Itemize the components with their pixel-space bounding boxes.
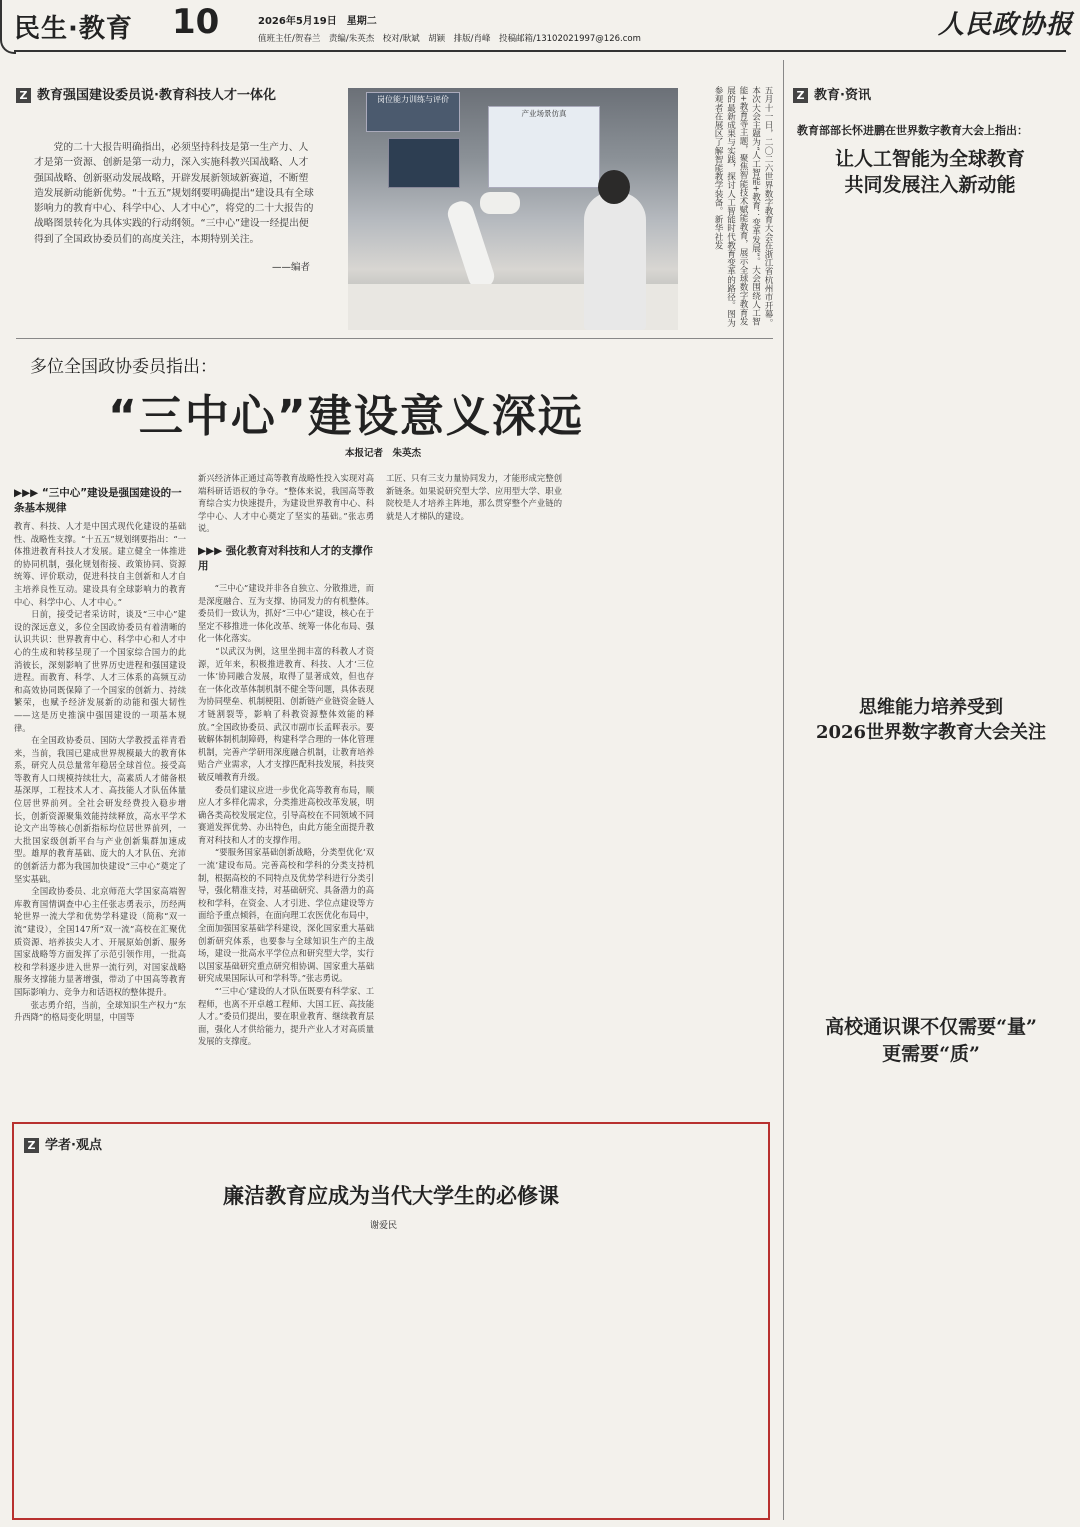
right-article3-col1 xyxy=(797,1078,929,1518)
left-top-signoff: ——编者 xyxy=(272,262,311,273)
header-editors: 值班主任/贺春兰 责编/朱英杰 校对/耿斌 胡颖 排版/肖峰 投稿邮箱/13102021997@126.com xyxy=(258,34,641,44)
right-section-tag-z: Z xyxy=(793,88,808,103)
main-byline: 本报记者 朱英杰 xyxy=(345,448,422,459)
header-page-no: 10 xyxy=(172,2,220,42)
col4-body xyxy=(574,472,770,1112)
col2-body-a: 新兴经济体正通过高等教育战略性投入实现对高端科研话语权的争夺。“整体来说，我国高等教育综合实力快速提升，为建设世界教育中心、科学中心、人才中心奠定了坚实的基础。”张志勇说。 xyxy=(198,473,374,534)
right-article1-col1 xyxy=(797,208,929,662)
left-top-intro: 党的二十大报告明确指出，必须坚持科技是第一生产力、人才是第一资源、创新是第一动力，深入实施科教兴国战略、人才强国战略、创新驱动发展战略，开辟发展新领域新赛道，不断塑造发展新动能新优势。“十五五”规划纲要明确提出“建设具有全球影响力的教育中心、科学中心、人才中心”，将党的二十大报告的战略图景转化为具体实践的行动纲领。“三中心”建设一经提出便得到了全国政协委员们的高度关注，本期特别关注。 xyxy=(34,142,314,245)
section-tag-z: Z xyxy=(16,88,31,103)
masthead-logo: 人民政协报 xyxy=(938,10,1074,40)
right-article2-col1 xyxy=(797,746,929,1006)
left-top-divider xyxy=(16,338,773,339)
photo-screen-3 xyxy=(388,138,460,188)
header-curve xyxy=(0,0,16,54)
opinion-col1 xyxy=(22,1246,192,1508)
photo-screen-2 xyxy=(488,106,600,188)
right-article3-headline: 高校通识课不仅需要“量” 更需要“质” xyxy=(825,1016,1037,1065)
opinion-tag-z: Z xyxy=(24,1138,39,1153)
header-date: 2026年5月19日 星期二 xyxy=(258,16,377,27)
col3-body: 工匠、只有三支力量协同发力，才能形成完整创新链条。如果说研究型大学、应用型大学、职业院校是人才培养主阵地，那么贯穿整个产业链的就是人才梯队的建设。 xyxy=(386,473,562,521)
right-article1-kicker: 教育部部长怀进鹏在世界数字教育大会上指出： xyxy=(797,124,1028,137)
photo-person-head xyxy=(598,170,630,204)
right-article1-headline: 让人工智能为全球教育 共同发展注入新动能 xyxy=(834,148,1025,196)
photo-screen-label-2: 产业场景仿真 xyxy=(521,109,567,118)
opinion-headline: 廉洁教育应成为当代大学生的必修课 xyxy=(223,1184,559,1208)
col1-subhead: ▶▶▶ “三中心”建设是强国建设的一条基本规律 xyxy=(14,487,182,514)
main-headline: “三中心”建设意义深远 xyxy=(108,391,584,442)
opinion-section-title: Z 学者·观点 xyxy=(24,1134,102,1153)
photo-robot-head xyxy=(480,192,520,214)
right-article1-col2 xyxy=(936,208,1066,662)
opinion-col2 xyxy=(200,1246,370,1508)
robot-exhibit-photo xyxy=(348,88,678,330)
left-top-title xyxy=(16,84,276,103)
photo-screen-label-1: 岗位能力训练与评价 xyxy=(377,95,449,104)
right-article2-col2 xyxy=(936,746,1066,1006)
opinion-col3 xyxy=(378,1246,558,1508)
col2-body-b: “三中心”建设并非各自独立、分散推进，而是深度融合、互为支撑、协同发力的有机整体。委员们一致认为，抓好“三中心”建设，核心在于坚定不移推进一体化改革、统筹一体化布局、强化一体化落实。 “以武汉为例，这里坐拥丰富的科教人才资源，近年来，积极推进教育、科技、人才‘三位一体’协同融合发展，取得了显著成效，但也存在一体化改革体制机制不健全等问题，具体表现为协同壁垒、机制梗阻、创新链产业链资金链人才链割裂等，影响了科教资源整体效能的释放。”全国政协委员、武汉市副市长孟晖表示。要破解体制机制障碍，构建科学合理的一体化管理机制，完善产学研用深度融合机制，让教育培养贴合产业需求，人才支撑匹配科技发展，科技突破反哺教育升级。 委员们建议应进一步优化高等教育布局，顺应人才多样化需求，分类推进高校改革发展，明确各类高校发展定位，引导高校在不同领域不同赛道发挥优势、办出特色，由此方能全面提升教育对科技和人才的支撑作用。 “要服务国家基础创新战略，分类型优化‘双一流’建设布局。完善高校和学科的分类支持机制，根据高校的不同特点及优势学科进行分类引导，强化精准支持，对基础研究、具备潜力的高校和学科，在资金、人才引进、学位点建设等方面给予重点倾斜，在面向理工农医优化布局中，全面加强国家基础学科建设，深化国家重大基础创新研究体系，也要参与全球知识生产的主战场，建设一批高水平学位点和研究型大学，实行以国家基础研究重点研究相协调、国家重大基础研究成果国际认可和学科等。”张志勇说。 “‘三中心’建设的人才队伍既要有科学家、工程师，也离不开卓越工程师、大国工匠、高技能人才。”委员们提出，要在职业教育、继续教育层面，强化人才供给能力，提升产业人才对高质量发展的支撑度。 xyxy=(198,583,374,1047)
right-article3-col2 xyxy=(936,1078,1066,1518)
header-rule-left xyxy=(14,50,1066,52)
main-kicker: 多位全国政协委员指出： xyxy=(30,357,217,377)
photo-screen-1 xyxy=(366,92,460,132)
left-top-title-text: 教育强国建设委员说·教育科技人才一体化 xyxy=(37,88,276,103)
col1-body: 教育、科技、人才是中国式现代化建设的基础性、战略性支撑。“十五五”规划纲要指出：“一体推进教育科技人才发展。建立健全一体推进的协同机制，强化规划衔接、政策协同、资源统筹、评价联动，促进科技自主创新和人才自主培养良性互动。建设具有全球影响力的教育中心、科学中心、人才中心。” 日前，接受记者采访时，谈及“三中心”建设的深远意义，多位全国政协委员有着清晰的认识共识：世界教育中心、科学中心和人才中心的生成和转移呈现了一个国家综合国力的此消彼长，深刻影响了世界历史进程和强国建设进程。而教育、科学、人才三体系的高频互动和高效协同既保障了一个国家的创新力、持续繁荣，也赋予经济发展新的动能和强大韧性——这是历史推演中强国建设的一项基本规律。 在全国政协委员、国防大学教授孟祥青看来，当前，我国已建成世界规模最大的教育体系，研究人员总量常年稳居全球首位。接受高等教育人口规模持续壮大，高素质人才储备根基深厚，工程技术人才、高技能人才队伍体量位居世界前列。全社会研发经费投入稳步增长，创新资源聚集效能持续释放，高水平学术论文产出等核心创新指标均位居世界前列，一大批国家级创新平台与产业创新集群加速成型。雄厚的教育基础、庞大的人才队伍、充沛的创新活力都为我国加快建设“三中心”奠定了坚实基础。 全国政协委员、北京师范大学国家高端智库教育国情调查中心主任张志勇表示，历经两轮世界一流大学和优势学科建设（简称“双一流”建设），全国147所“双一流”高校在汇聚优质资源、培养拔尖人才、开展原始创新、服务国家战略等方面发挥了示范引领作用，一批高校和学科逐步进入世界一流行列，对国家战略服务支撑能力显著增强，带动了中国高等教育国际影响力、竞争力和话语权的整体提升。 张志勇介绍，当前，全球知识生产权力“东升西降”的格局变化明显，中国等 xyxy=(14,521,186,1023)
opinion-byline: 谢爱民 xyxy=(370,1221,398,1231)
right-article2-headline: 思维能力培养受到 2026世界数字教育大会关注 xyxy=(815,697,1047,743)
col2-subhead: ▶▶▶ 强化教育对科技和人才的支撑作用 xyxy=(198,545,373,572)
photo-person xyxy=(584,192,646,330)
header-section: 民生·教育 xyxy=(14,14,133,44)
right-column-divider xyxy=(783,60,784,1520)
right-section-title: Z 教育·资讯 xyxy=(793,84,871,103)
opinion-col4 xyxy=(566,1246,762,1508)
photo-caption: 五月十一日，二〇二六世界数字教育大会在浙江省杭州市开幕。本次大会主题为“人工智能+教育：变革发展”。大会围绕人工智能+教育等主题，聚焦智能技术赋能教育，展示全球数字教育发展的最新成果与实践，探讨人工智能时代教育变革的路径。图为参观者在展区了解智能教学装备。新华社发 xyxy=(713,86,773,327)
